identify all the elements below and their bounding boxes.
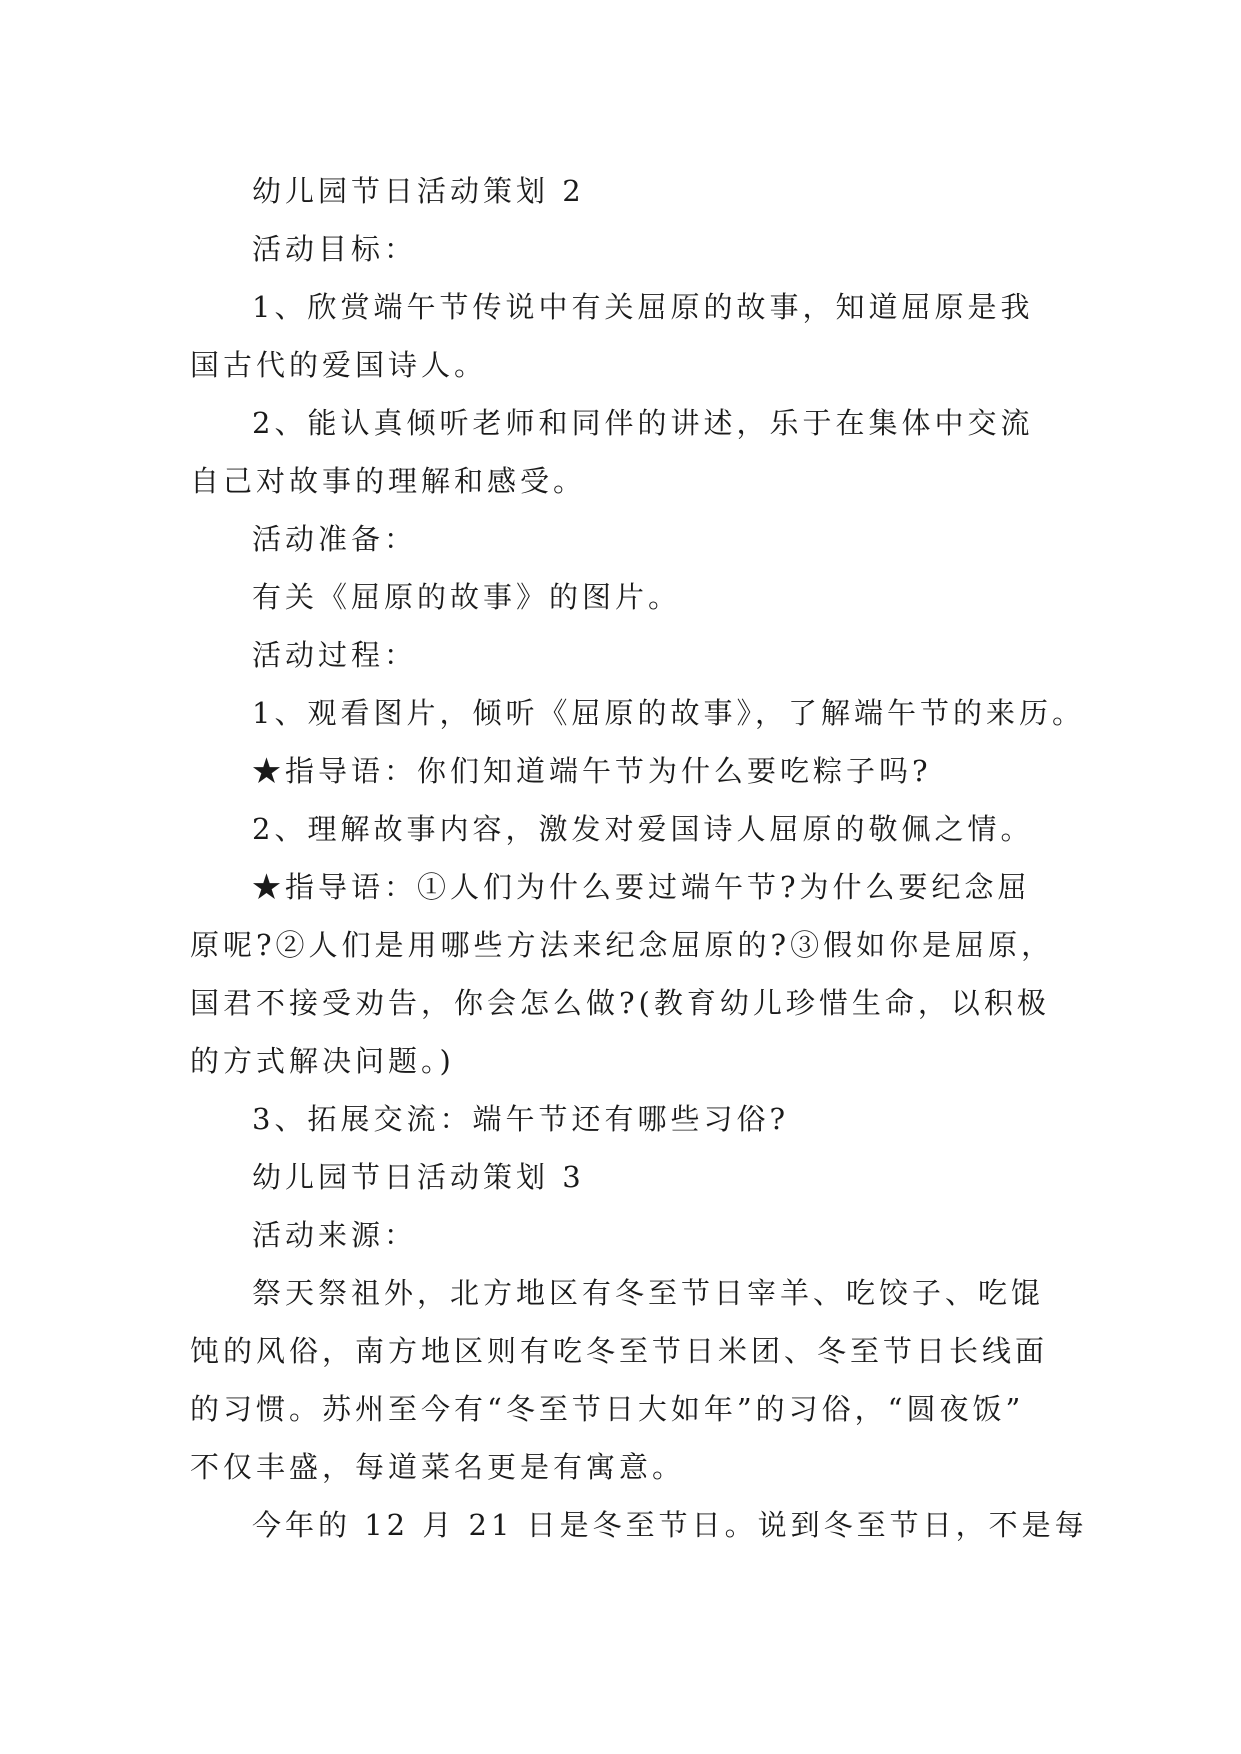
paragraph-line: 1、观看图片，倾听《屈原的故事》，了解端午节的来历。 xyxy=(252,696,1085,730)
paragraph-line: 祭天祭祖外，北方地区有冬至节日宰羊、吃饺子、吃馄 xyxy=(252,1276,1045,1310)
subheading-preparation: 活动准备： xyxy=(252,522,418,556)
paragraph-line: 自己对故事的理解和感受。 xyxy=(190,464,587,498)
paragraph-line: 的习惯。苏州至今有“冬至节日大如年”的习俗，“圆夜饭” xyxy=(190,1392,1025,1426)
guide-line: ★指导语：你们知道端午节为什么要吃粽子吗? xyxy=(252,754,932,788)
paragraph-line: 1、欣赏端午节传说中有关屈原的故事，知道屈原是我 xyxy=(252,290,1034,324)
paragraph-line: 饨的风俗，南方地区则有吃冬至节日米团、冬至节日长线面 xyxy=(190,1334,1049,1368)
section-title: 幼儿园节日活动策划 2 xyxy=(252,174,585,208)
section-title: 幼儿园节日活动策划 3 xyxy=(252,1160,585,1194)
document-body xyxy=(190,162,1088,1554)
paragraph-line: 的方式解决问题。) xyxy=(190,1044,455,1078)
paragraph-line: 国君不接受劝告，你会怎么做?(教育幼儿珍惜生命，以积极 xyxy=(190,986,1050,1020)
subheading-source: 活动来源： xyxy=(252,1218,418,1252)
paragraph-line: 2、理解故事内容，激发对爱国诗人屈原的敬佩之情。 xyxy=(252,812,1034,846)
paragraph-line: 今年的 12 月 21 日是冬至节日。说到冬至节日，不是每 xyxy=(252,1508,1088,1542)
paragraph-line: 有关《屈原的故事》的图片。 xyxy=(252,580,682,614)
paragraph-line: 3、拓展交流：端午节还有哪些习俗? xyxy=(252,1102,789,1136)
paragraph-line: 国古代的爱国诗人。 xyxy=(190,348,488,382)
paragraph-line: 不仅丰盛，每道菜名更是有寓意。 xyxy=(190,1450,686,1484)
subheading-goals: 活动目标： xyxy=(252,232,418,266)
subheading-process: 活动过程： xyxy=(252,638,418,672)
guide-line: ★指导语：①人们为什么要过端午节?为什么要纪念屈 xyxy=(252,870,1031,904)
paragraph-line: 原呢?②人们是用哪些方法来纪念屈原的?③假如你是屈原， xyxy=(190,928,1055,962)
paragraph-line: 2、能认真倾听老师和同伴的讲述，乐于在集体中交流 xyxy=(252,406,1034,440)
